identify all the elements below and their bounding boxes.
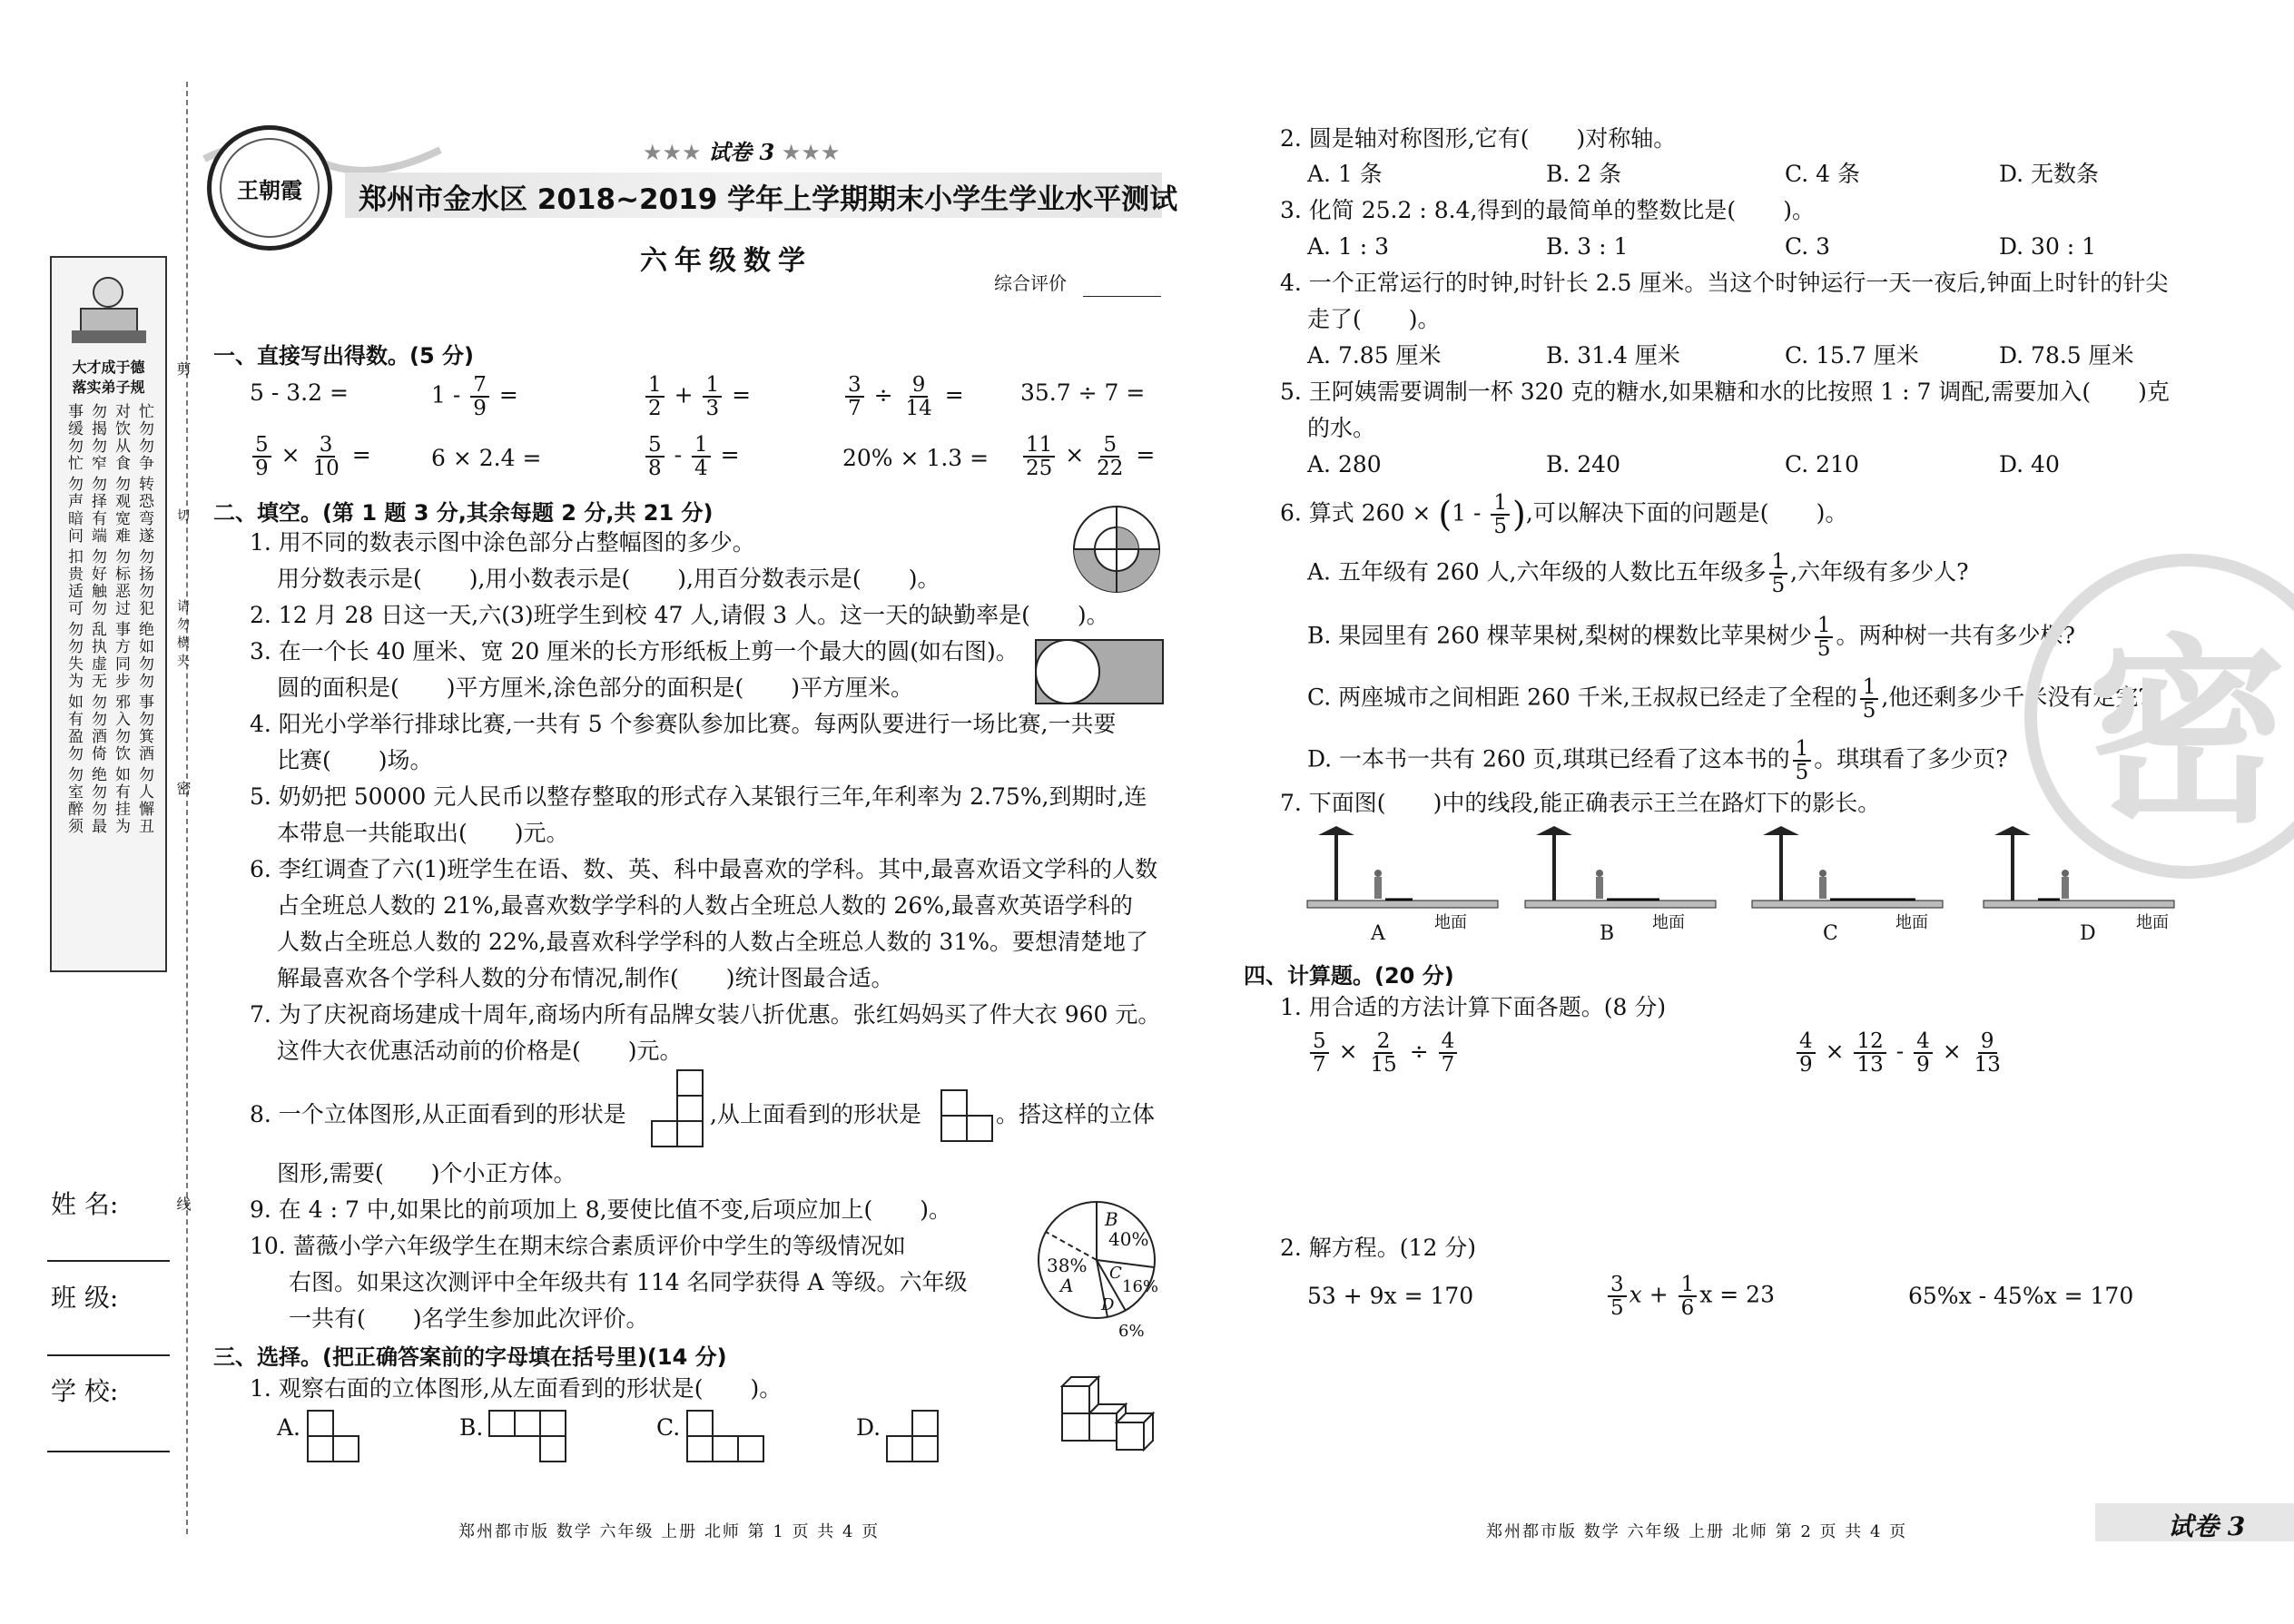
fill-q6-line3: 人数占全班总人数的 22%,最喜欢科学学科的人数占全班总人数的 31%。要想清楚地了 [277,929,1148,955]
paper-label-text: 试卷 3 [708,139,775,165]
fill-q8-end: 。搭这样的立体 [996,1101,1156,1127]
section-3-heading: 三、选择。(把正确答案前的字母填在括号里)(14 分) [213,1344,727,1370]
fill-q3-line2[interactable]: 圆的面积是( )平方厘米,涂色部分的面积是( )平方厘米。 [277,674,913,701]
eval-label: 综合评价 [994,272,1067,294]
calc-expr-1[interactable]: $\frac{5}{7}$ × $\frac{2}{15}$ ÷ $\frac{4}{7}$ [1307,1030,1460,1076]
choice-q3-opt-a[interactable]: A. 1 : 3 [1307,233,1390,260]
choice-q5-line1[interactable]: 5. 王阿姨需要调制一杯 320 克的糖水,如果糖和水的比按照 1 : 7 调配,需要加入( )克 [1280,379,2170,405]
right-footer: 郑州都市版 数学 六年级 上册 北师 第 2 页 共 4 页 [1486,1522,1908,1541]
fill-q4-line1: 4. 阳光小学举行排球比赛,一共有 5 个参赛队参加比赛。每两队要进行一场比赛,一共要 [250,711,1117,737]
fill-q7-line2[interactable]: 这件大衣优惠活动前的价格是( )元。 [277,1038,683,1064]
choice-q5-opt-c[interactable]: C. 210 [1785,451,1859,477]
verse-line: 忙勿勿争 [135,403,153,472]
pie-label-c: C [1109,1264,1122,1283]
choice-q4-opt-c[interactable]: C. 15.7 厘米 [1785,342,1919,369]
choice-q3-opt-c[interactable]: C. 3 [1785,233,1831,260]
logo-text: 王朝霞 [237,176,302,203]
opt-c-shape [686,1410,766,1464]
choice-q6-opt-b[interactable]: B. 果园里有 260 棵苹果树,梨树的棵数比苹果树少 $\frac{1}{5}$ 。两种树一共有多少棵? [1307,614,2075,662]
section-1-heading: 一、直接写出得数。(5 分) [213,343,474,369]
choice-q6-opt-a[interactable]: A. 五年级有 260 人,六年级的人数比五年级多 $\frac{1}{5}$ ,六年级有多少人? [1307,550,1969,598]
side-mark-3: 请勿横夹 [175,599,190,672]
eval-line[interactable] [1083,296,1161,297]
choice-q4-line1: 4. 一个正常运行的时钟,时针长 2.5 厘米。当这个时钟运行一天一夜后,钟面上时针的针尖 [1280,270,2169,296]
verse-grid [59,403,159,957]
school-line[interactable] [47,1451,170,1452]
calc-5: 35.7 ÷ 7 = [1020,379,1146,406]
pie-pct-b: 40% [1108,1228,1149,1250]
choice-q1-opt-b[interactable]: B. [459,1414,484,1441]
verse-line: 绝勿勿最 [88,766,106,835]
fill-q8-line2[interactable]: 图形,需要( )个小正方体。 [277,1160,576,1186]
lamp-diagram-a[interactable] [1307,826,1498,944]
choice-q6[interactable]: 6. 算式 260 × (1 - $\frac{1}{5}$ ),可以解决下面的问题是( )。 [1280,491,1848,539]
fill-q4-line2[interactable]: 比赛( )场。 [277,747,433,773]
lamp-diagram-b[interactable] [1525,826,1716,944]
fill-q1-line2[interactable]: 用分数表示是( ),用小数表示是( ),用百分数表示是( )。 [277,566,940,592]
verse-line: 勿声暗问 [64,476,83,545]
cut-line [186,82,188,1534]
secret-watermark: 密 [2024,554,2294,879]
fill-q2[interactable]: 2. 12 月 28 日这一天,六(3)班学生到校 47 人,请假 3 人。这一天的缺勤率是( )。 [250,602,1109,628]
verse-line: 勿室醉须 [64,766,83,835]
name-line[interactable] [47,1260,170,1262]
fill-q9[interactable]: 9. 在 4 : 7 中,如果比的前项加上 8,要使比值不变,后项应加上( )。 [250,1196,952,1223]
section-4-heading: 四、计算题。(20 分) [1244,963,1454,989]
side-mark-4: 密 [174,781,192,801]
paper-label [643,134,840,166]
lamp-label-a: A [1371,922,1385,945]
side-mark-5: 线 [174,1196,192,1216]
fill-q5-line2[interactable]: 本带息一共能取出( )元。 [277,820,569,846]
calc-1-text: 5 - 3.2 = [250,379,349,406]
pie-pct-c: 16% [1122,1277,1159,1296]
stars-left: ★★★ [643,140,702,165]
choice-q3[interactable]: 3. 化简 25.2 : 8.4,得到的最简单的整数比是( )。 [1280,197,1815,223]
verse-line: 勿揭勿窄 [88,403,106,472]
verse-line: 事缓勿忙 [64,403,83,472]
verse-line: 事勿箕酒 [135,694,153,763]
lamp-ground-b: 地面 [1652,913,1685,932]
choice-q6-opt-c[interactable]: C. 两座城市之间相距 260 千米,王叔叔已经走了全程的 $\frac{1}{5}$ ,他还剩多少千米没有走完? [1307,675,2151,723]
top-view-figure [940,1089,994,1142]
calc-6: $\frac{5}{9}$ × $\frac{3}{10}$ = [250,434,371,479]
choice-q5-opt-b[interactable]: B. 240 [1546,451,1620,477]
motto-sub: 落实弟子规 [72,379,145,396]
class-label: 班 级: [51,1283,119,1313]
fill-q3-line1: 3. 在一个长 40 厘米、宽 20 厘米的长方形纸板上剪一个最大的圆(如右图)。 [250,638,1019,664]
opt-a-shape [307,1410,359,1464]
choice-q2-opt-d[interactable]: D. 无数条 [1999,161,2100,187]
choice-q4-opt-d[interactable]: D. 78.5 厘米 [1999,342,2134,369]
calc-7: 6 × 2.4 = [431,445,542,471]
name-label: 姓 名: [51,1189,119,1219]
lamp-label-d: D [2080,922,2096,945]
stars-right: ★★★ [781,140,841,165]
motto-title: 大才成于德 [72,359,145,376]
choice-q3-opt-d[interactable]: D. 30 : 1 [1999,233,2097,260]
subject-title: 六年级数学 [640,245,812,277]
pie-label-d: D [1101,1295,1115,1314]
choice-q2[interactable]: 2. 圆是轴对称图形,它有( )对称轴。 [1280,125,1677,152]
lamp-ground-d: 地面 [2136,913,2169,932]
side-mark-2: 切 [175,508,190,527]
choice-q7[interactable]: 7. 下面图( )中的线段,能正确表示王兰在路灯下的影长。 [1280,790,1881,816]
fill-q7-line1: 7. 为了庆祝商场建成十周年,商场内所有品牌女装八折优惠。张红妈妈买了件大衣 960 元。 [250,1001,1161,1028]
choice-q1[interactable]: 1. 观察右面的立体图形,从左面看到的形状是( )。 [250,1375,783,1402]
fill-q1-line1: 1. 用不同的数表示图中涂色部分占整幅图的多少。 [250,529,755,556]
calc-1 [250,379,349,407]
calc-2: 1 - $\frac{7}{9}$ = [431,373,518,421]
lamp-diagram-c[interactable] [1752,826,1943,944]
pie-pct-a: 38% [1047,1255,1088,1276]
calc-task-2: 2. 解方程。(12 分) [1280,1235,1477,1261]
choice-q5-line2: 的水。 [1307,415,1376,441]
choice-q1-opt-c[interactable]: C. [656,1414,681,1441]
page-tag-text: 试卷 3 [2168,1511,2246,1541]
choice-q1-opt-d[interactable]: D. [856,1414,881,1441]
choice-q4-opt-a[interactable]: A. 7.85 厘米 [1307,342,1442,369]
calc-10: $\frac{11}{25}$ × $\frac{5}{22}$ = [1020,434,1155,479]
fill-q6-line1: 6. 李红调查了六(1)班学生在语、数、英、科中最喜欢的学科。其中,最喜欢语文学科的人数 [250,856,1158,882]
equation-3[interactable]: 65%x - 45%x = 170 [1908,1283,2134,1309]
fill-q8-line1: 8. 一个立体图形,从正面看到的形状是 [250,1101,626,1127]
calc-task-1: 1. 用合适的方法计算下面各题。(8 分) [1280,994,1667,1020]
fill-q6-line2: 占全班总人数的 21%,最喜欢数学学科的人数占全班总人数的 26%,最喜欢英语学科的 [277,892,1133,919]
verse-line: 勿标恶过 [112,548,130,617]
calc-expr-2[interactable]: $\frac{4}{9}$ × $\frac{12}{13}$ - $\frac{4}{9}$ × $\frac{9}{13}$ [1794,1030,2006,1076]
choice-q2-opt-c[interactable]: C. 4 条 [1785,161,1860,187]
rect-circle-figure [1035,639,1164,704]
choice-q5-opt-a[interactable]: A. 280 [1307,451,1382,477]
choice-q4-opt-b[interactable]: B. 31.4 厘米 [1546,342,1680,369]
equation-2[interactable]: $\frac{3}{5}$ x + $\frac{1}{6}$ x = 23 [1605,1274,1775,1319]
fill-q5-line1: 5. 奶奶把 50000 元人民币以整存整取的形式存入某银行三年,年利率为 2.75%,到期时,连 [250,783,1147,810]
lamp-ground-a: 地面 [1434,913,1467,932]
fill-q10-line3[interactable]: 一共有( )名学生参加此次评价。 [289,1305,649,1332]
verse-line: 勿勿失为 [64,621,83,690]
side-mark-1: 剪 [174,361,192,381]
choice-q4-line2[interactable]: 走了( )。 [1307,306,1441,332]
verse-line: 勿人懈丑 [135,766,153,835]
left-footer: 郑州都市版 数学 六年级 上册 北师 第 1 页 共 4 页 [458,1522,881,1541]
verse-line: 对饮从食 [112,403,130,472]
school-label: 学 校: [51,1376,119,1406]
pie-pct-d: 6% [1118,1322,1145,1341]
lamp-label-c: C [1823,922,1838,945]
choice-q6-opt-d[interactable]: D. 一本书一共有 260 页,琪琪已经看了这本书的 $\frac{1}{5}$ 。琪琪看了多少页? [1307,737,2008,785]
calc-8: $\frac{5}{8}$ - $\frac{1}{4}$ = [643,434,740,479]
opt-b-shape [488,1410,568,1464]
verse-line: 勿观宽难 [112,476,130,545]
lamp-label-b: B [1600,922,1615,945]
verse-line: 如有盈勿 [64,694,83,763]
scholar-illustration [61,265,156,351]
choice-q5-opt-d[interactable]: D. 40 [1999,451,2060,477]
choice-q2-opt-b[interactable]: B. 2 条 [1546,161,1622,187]
verse-line: 勿好触勿 [88,548,106,617]
shaded-circle-figure [1071,504,1162,595]
verse-line: 勿勿酒倚 [88,694,106,763]
motto-box [50,256,167,972]
choice-q2-opt-a[interactable]: A. 1 条 [1307,161,1383,187]
opt-d-shape [886,1410,940,1464]
calc-9: 20% × 1.3 = [842,445,989,471]
verse-line: 如有挂为 [112,766,130,835]
verse-line: 乱执虚无 [88,621,106,690]
pie-label-b: B [1105,1208,1118,1230]
class-line[interactable] [47,1354,170,1356]
verse-line: 勿择有端 [88,476,106,545]
fill-q6-line4[interactable]: 解最喜欢各个学科人数的分布情况,制作( )统计图最合适。 [277,965,894,991]
verse-line: 扣贵适可 [64,548,83,617]
fill-q10-line2: 右图。如果这次测评中全年级共有 114 名同学获得 A 等级。六年级 [289,1269,968,1295]
lamp-ground-c: 地面 [1895,913,1928,932]
choice-q3-opt-b[interactable]: B. 3 : 1 [1546,233,1629,260]
logo-badge [207,125,332,251]
front-view-figure [650,1069,704,1147]
verse-line: 邪入勿饮 [112,694,130,763]
equation-1[interactable]: 53 + 9x = 170 [1307,1283,1474,1309]
calc-3: $\frac{1}{2}$ + $\frac{1}{3}$ = [643,374,751,419]
pie-label-a: A [1060,1275,1074,1296]
choice-q1-opt-a[interactable]: A. [277,1414,301,1441]
solid-figure [1060,1375,1167,1457]
verse-line: 转恐弯遂 [135,476,153,545]
fill-q10-line1: 10. 蔷薇小学六年级学生在期末综合素质评价中学生的等级情况如 [250,1233,906,1259]
calc-4: $\frac{3}{7}$ ÷ $\frac{9}{14}$ = [842,374,964,419]
verse-line: 绝如勿勿 [135,621,153,690]
verse-line: 勿扬勿犯 [135,548,153,617]
exam-title: 郑州市金水区 2018~2019 学年上学期期末小学生学业水平测试 [359,183,1178,216]
fill-q8-mid: ,从上面看到的形状是 [710,1101,921,1127]
verse-line: 事方同步 [112,621,130,690]
section-2-heading: 二、填空。(第 1 题 3 分,其余每题 2 分,共 21 分) [213,500,714,526]
